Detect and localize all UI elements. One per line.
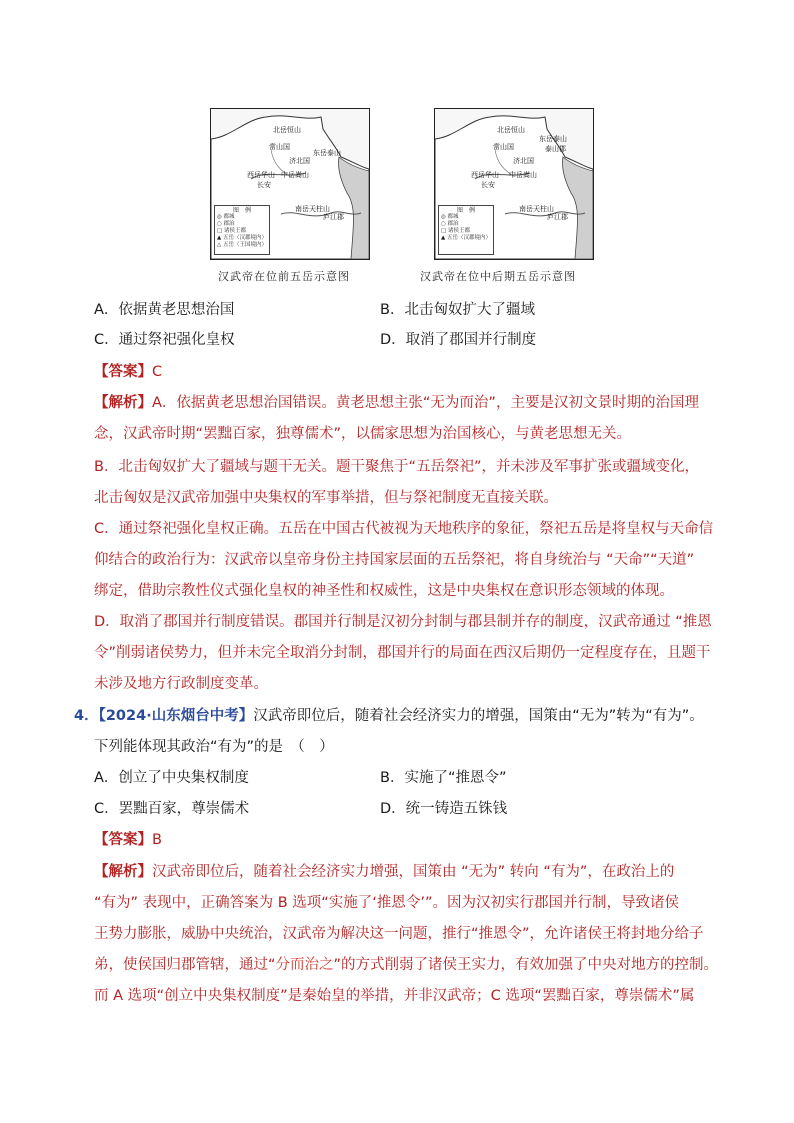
q4-option-a: A．创立了中央集权制度 xyxy=(94,770,249,786)
map-after-caption: 汉武帝在位中后期五岳示意图 xyxy=(420,270,576,283)
legend-item: △ 五岳（王国境内） xyxy=(217,242,267,248)
label-changshan: 常山国 xyxy=(493,143,514,151)
q3-answer: C xyxy=(152,364,163,380)
legend-item: ▲ 五岳（汉郡境内） xyxy=(217,235,267,241)
legend-title: 图 例 xyxy=(232,207,251,214)
q4-answer: B xyxy=(152,832,162,848)
analysis-tag: 【解析】 xyxy=(94,864,152,880)
legend-item: □ 诸侯王都 xyxy=(441,228,470,234)
label-center: 中岳嵩山 xyxy=(509,171,537,179)
q3-option-d: D．取消了郡国并行制度 xyxy=(380,332,537,348)
label-jibei: 济北国 xyxy=(513,157,534,165)
map-before xyxy=(210,108,370,260)
label-east: 东岳泰山 xyxy=(539,135,567,143)
label-south: 南岳天柱山 xyxy=(519,205,554,213)
map-legend xyxy=(214,205,270,255)
question-source: 【2024·山东烟台中考】 xyxy=(98,708,254,724)
label-lujiang: 庐江郡 xyxy=(547,213,568,221)
map-before-caption: 汉武帝在位前五岳示意图 xyxy=(218,270,350,283)
label-east: 东岳泰山 xyxy=(313,149,341,157)
q4-option-b: B．实施了“推恩令” xyxy=(380,770,507,786)
legend-item: ○ 郡治 xyxy=(441,221,459,227)
label-lujiang: 庐江郡 xyxy=(323,213,344,221)
analysis-highlight: 分而治之 xyxy=(275,957,334,973)
q3-option-a: A．依据黄老思想治国 xyxy=(94,302,235,318)
answer-tag: 【答案】 xyxy=(94,832,152,848)
q3-option-b: B．北击匈奴扩大了疆域 xyxy=(380,302,535,318)
analysis-text: 念，汉武帝时期“罢黜百家，独尊儒术”，以儒家思想为治国核心，与黄老思想无关。 xyxy=(94,426,632,442)
analysis-text: 弟，使侯国归郡管辖，通过“ xyxy=(94,957,276,973)
q4-answer-line xyxy=(94,830,162,850)
label-changshan: 常山国 xyxy=(269,143,290,151)
analysis-text: “有为” 表现中，正确答案为 B 选项“实施了‘推恩令’”。因为汉初实行郡国并行制，导致诸侯 xyxy=(94,895,680,911)
analysis-text: B．北击匈奴扩大了疆域与题干无关。题干聚焦于“五岳祭祀”，并未涉及军事扩张或疆域变化， xyxy=(94,459,699,475)
analysis-text: 仰结合的政治行为：汉武帝以皇帝身份主持国家层面的五岳祭祀，将自身统治与 “天命”“天道” xyxy=(94,552,695,568)
map-legend xyxy=(438,205,494,255)
analysis-text: 汉武帝即位后，随着社会经济实力增强，国策由 “无为” 转向 “有为”，在政治上的 xyxy=(152,864,675,880)
analysis-text: C．通过祭祀强化皇权正确。五岳在中国古代被视为天地秩序的象征，祭祀五岳是将皇权与天命信 xyxy=(94,521,714,537)
analysis-text: A．依据黄老思想治国错误。黄老思想主张“无为而治”，主要是汉初文景时期的治国理 xyxy=(152,395,699,411)
question-text: 下列能体现其政治“有为”的是 （ ） xyxy=(94,739,334,755)
label-west: 西岳华山 xyxy=(247,171,275,179)
label-north: 北岳恒山 xyxy=(497,126,525,134)
legend-title: 图 例 xyxy=(456,207,475,214)
label-taishan: 泰山郡 xyxy=(545,145,566,153)
legend-item: ▲ 五岳（汉郡境内） xyxy=(441,235,491,241)
legend-item: ○ 郡治 xyxy=(217,221,235,227)
analysis-text: 而 A 选项“创立中央集权制度”是秦始皇的举措，并非汉武帝；C 选项“罢黜百家，尊崇儒术”属 xyxy=(94,988,695,1004)
q3-answer-line xyxy=(94,362,162,382)
analysis-tag: 【解析】 xyxy=(94,395,152,411)
q3-option-c: C．通过祭祀强化皇权 xyxy=(94,332,235,348)
analysis-text: D．取消了郡国并行制度错误。郡国并行制是汉初分封制与郡县制并存的制度，汉武帝通过 “推恩 xyxy=(94,614,712,630)
label-changan: 长安 xyxy=(481,181,495,189)
question-number: 4． xyxy=(74,708,99,724)
label-west: 西岳华山 xyxy=(471,171,499,179)
q4-stem xyxy=(74,706,704,726)
legend-item: □ 诸侯王都 xyxy=(217,228,246,234)
label-north: 北岳恒山 xyxy=(273,126,301,134)
label-south: 南岳天柱山 xyxy=(295,205,330,213)
q4-option-c: C．罢黜百家，尊崇儒术 xyxy=(94,801,250,817)
analysis-text: 令”削弱诸侯势力，但并未完全取消分封制，郡国并行的局面在西汉后期仍一定程度存在，且题干 xyxy=(94,645,711,661)
analysis-text: 绑定，借助宗教性仪式强化皇权的神圣性和权威性，这是中央集权在意识形态领域的体现。 xyxy=(94,583,674,599)
q3-analysis-line xyxy=(94,393,699,413)
analysis-text: 未涉及地方行政制度变革。 xyxy=(94,676,268,692)
label-changan: 长安 xyxy=(257,181,271,189)
map-after xyxy=(434,108,594,260)
q4-analysis-line xyxy=(94,862,674,882)
q4-option-d: D．统一铸造五铢钱 xyxy=(380,801,508,817)
legend-item: ◎ 都城 xyxy=(217,214,235,220)
analysis-text: ”的方式削弱了诸侯王实力，有效加强了中央对地方的控制。 xyxy=(333,957,719,973)
analysis-text: 北击匈奴是汉武帝加强中央集权的军事举措，但与祭祀制度无直接关联。 xyxy=(94,490,558,506)
legend-item: ◎ 都城 xyxy=(441,214,459,220)
label-center: 中岳嵩山 xyxy=(281,171,309,179)
question-text: 汉武帝即位后，随着社会经济实力的增强，国策由“无为”转为“有为”。 xyxy=(253,708,704,724)
analysis-text: 王势力膨胀，威胁中央统治，汉武帝为解决这一问题，推行“推恩令”，允许诸侯王将封地分给子 xyxy=(94,926,704,942)
answer-tag: 【答案】 xyxy=(94,364,152,380)
analysis-text-row xyxy=(94,955,718,975)
label-jibei: 济北国 xyxy=(289,157,310,165)
